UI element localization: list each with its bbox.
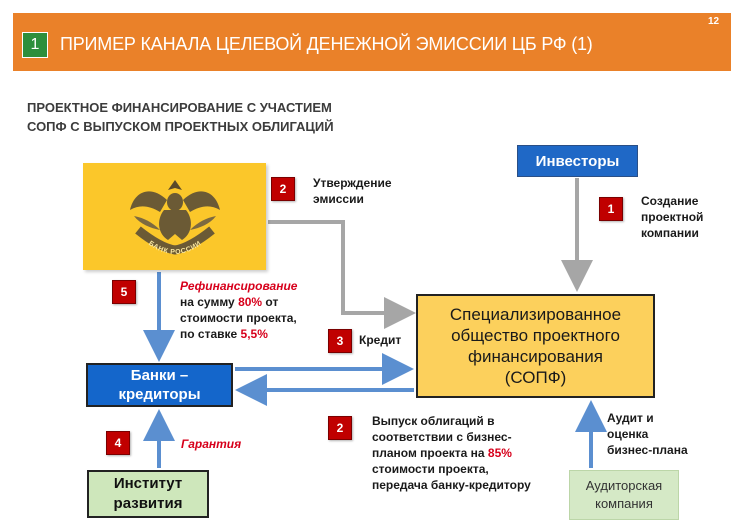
institute-line-1: Институт — [113, 475, 183, 492]
step-badge-bonds: 2 — [328, 416, 352, 440]
investors-box: Инвесторы — [517, 145, 638, 177]
bonds-line-5: передача банку-кредитору — [372, 478, 531, 492]
bonds-line-1: Выпуск облигаций в — [372, 414, 495, 428]
approval-label — [313, 175, 392, 207]
bonds-line-3: планом проекта на 85% — [372, 446, 512, 460]
guarantee-label: Гарантия — [181, 437, 242, 451]
audit-line-1: Аудит и — [607, 411, 654, 425]
create-label — [641, 193, 703, 241]
audit-line-3: бизнес-плана — [607, 443, 688, 457]
slide-title: ПРИМЕР КАНАЛА ЦЕЛЕВОЙ ДЕНЕЖНОЙ ЭМИССИИ ЦБ РФ (1) — [60, 34, 593, 54]
step-badge-refinance: 5 — [112, 280, 136, 304]
banks-box — [86, 363, 233, 407]
audit-company-box — [569, 470, 679, 520]
bank-of-russia-eagle-icon — [120, 172, 230, 262]
create-line-1: Создание — [641, 194, 699, 208]
bonds-line-4: стоимости проекта, — [372, 462, 489, 476]
auditor-line-2: компания — [595, 496, 653, 511]
refinance-line-3: стоимости проекта, — [180, 311, 297, 325]
bonds-percent: 85% — [487, 446, 512, 460]
banks-line-2: кредиторы — [118, 386, 201, 403]
step-badge-guarantee: 4 — [106, 431, 130, 455]
refinance-label — [180, 278, 297, 342]
audit-label — [607, 410, 688, 458]
sopf-line-1: Специализированное — [449, 305, 622, 324]
svg-text:БАНК РОССИИ: БАНК РОССИИ — [147, 240, 203, 257]
page-number: 12 — [708, 16, 720, 27]
development-institute-box — [87, 470, 209, 518]
create-line-3: компании — [641, 226, 699, 240]
subtitle-line-1: ПРОЕКТНОЕ ФИНАНСИРОВАНИЕ С УЧАСТИЕМ — [27, 100, 332, 115]
refinance-rate: 5,5% — [240, 327, 268, 341]
step-badge-credit: 3 — [328, 329, 352, 353]
refinance-title: Рефинансирование — [180, 279, 298, 293]
refinance-line-2: на сумму 80% от — [180, 295, 279, 309]
sopf-line-3: финансирования — [467, 347, 603, 366]
header-number-badge: 1 — [22, 32, 48, 58]
refinance-percent: 80% — [238, 295, 263, 309]
approval-line-1: Утверждение — [313, 176, 392, 190]
sopf-box — [416, 294, 655, 398]
audit-line-2: оценка — [607, 427, 649, 441]
credit-label: Кредит — [359, 333, 402, 347]
bonds-label — [372, 413, 531, 493]
banks-line-1: Банки – — [130, 367, 189, 384]
auditor-line-1: Аудиторская — [585, 478, 663, 493]
bonds-line-2: соответствии с бизнес- — [372, 430, 512, 444]
create-line-2: проектной — [641, 210, 704, 224]
institute-line-2: развития — [113, 495, 183, 512]
approval-line-2: эмиссии — [313, 192, 364, 206]
sopf-line-4: (СОПФ) — [504, 368, 567, 387]
refinance-line-4: по ставке 5,5% — [180, 327, 268, 341]
sopf-line-2: общество проектного — [451, 326, 620, 345]
step-badge-create: 1 — [599, 197, 623, 221]
subtitle-line-2: СОПФ С ВЫПУСКОМ ПРОЕКТНЫХ ОБЛИГАЦИЙ — [27, 119, 334, 134]
step-badge-approval: 2 — [271, 177, 295, 201]
